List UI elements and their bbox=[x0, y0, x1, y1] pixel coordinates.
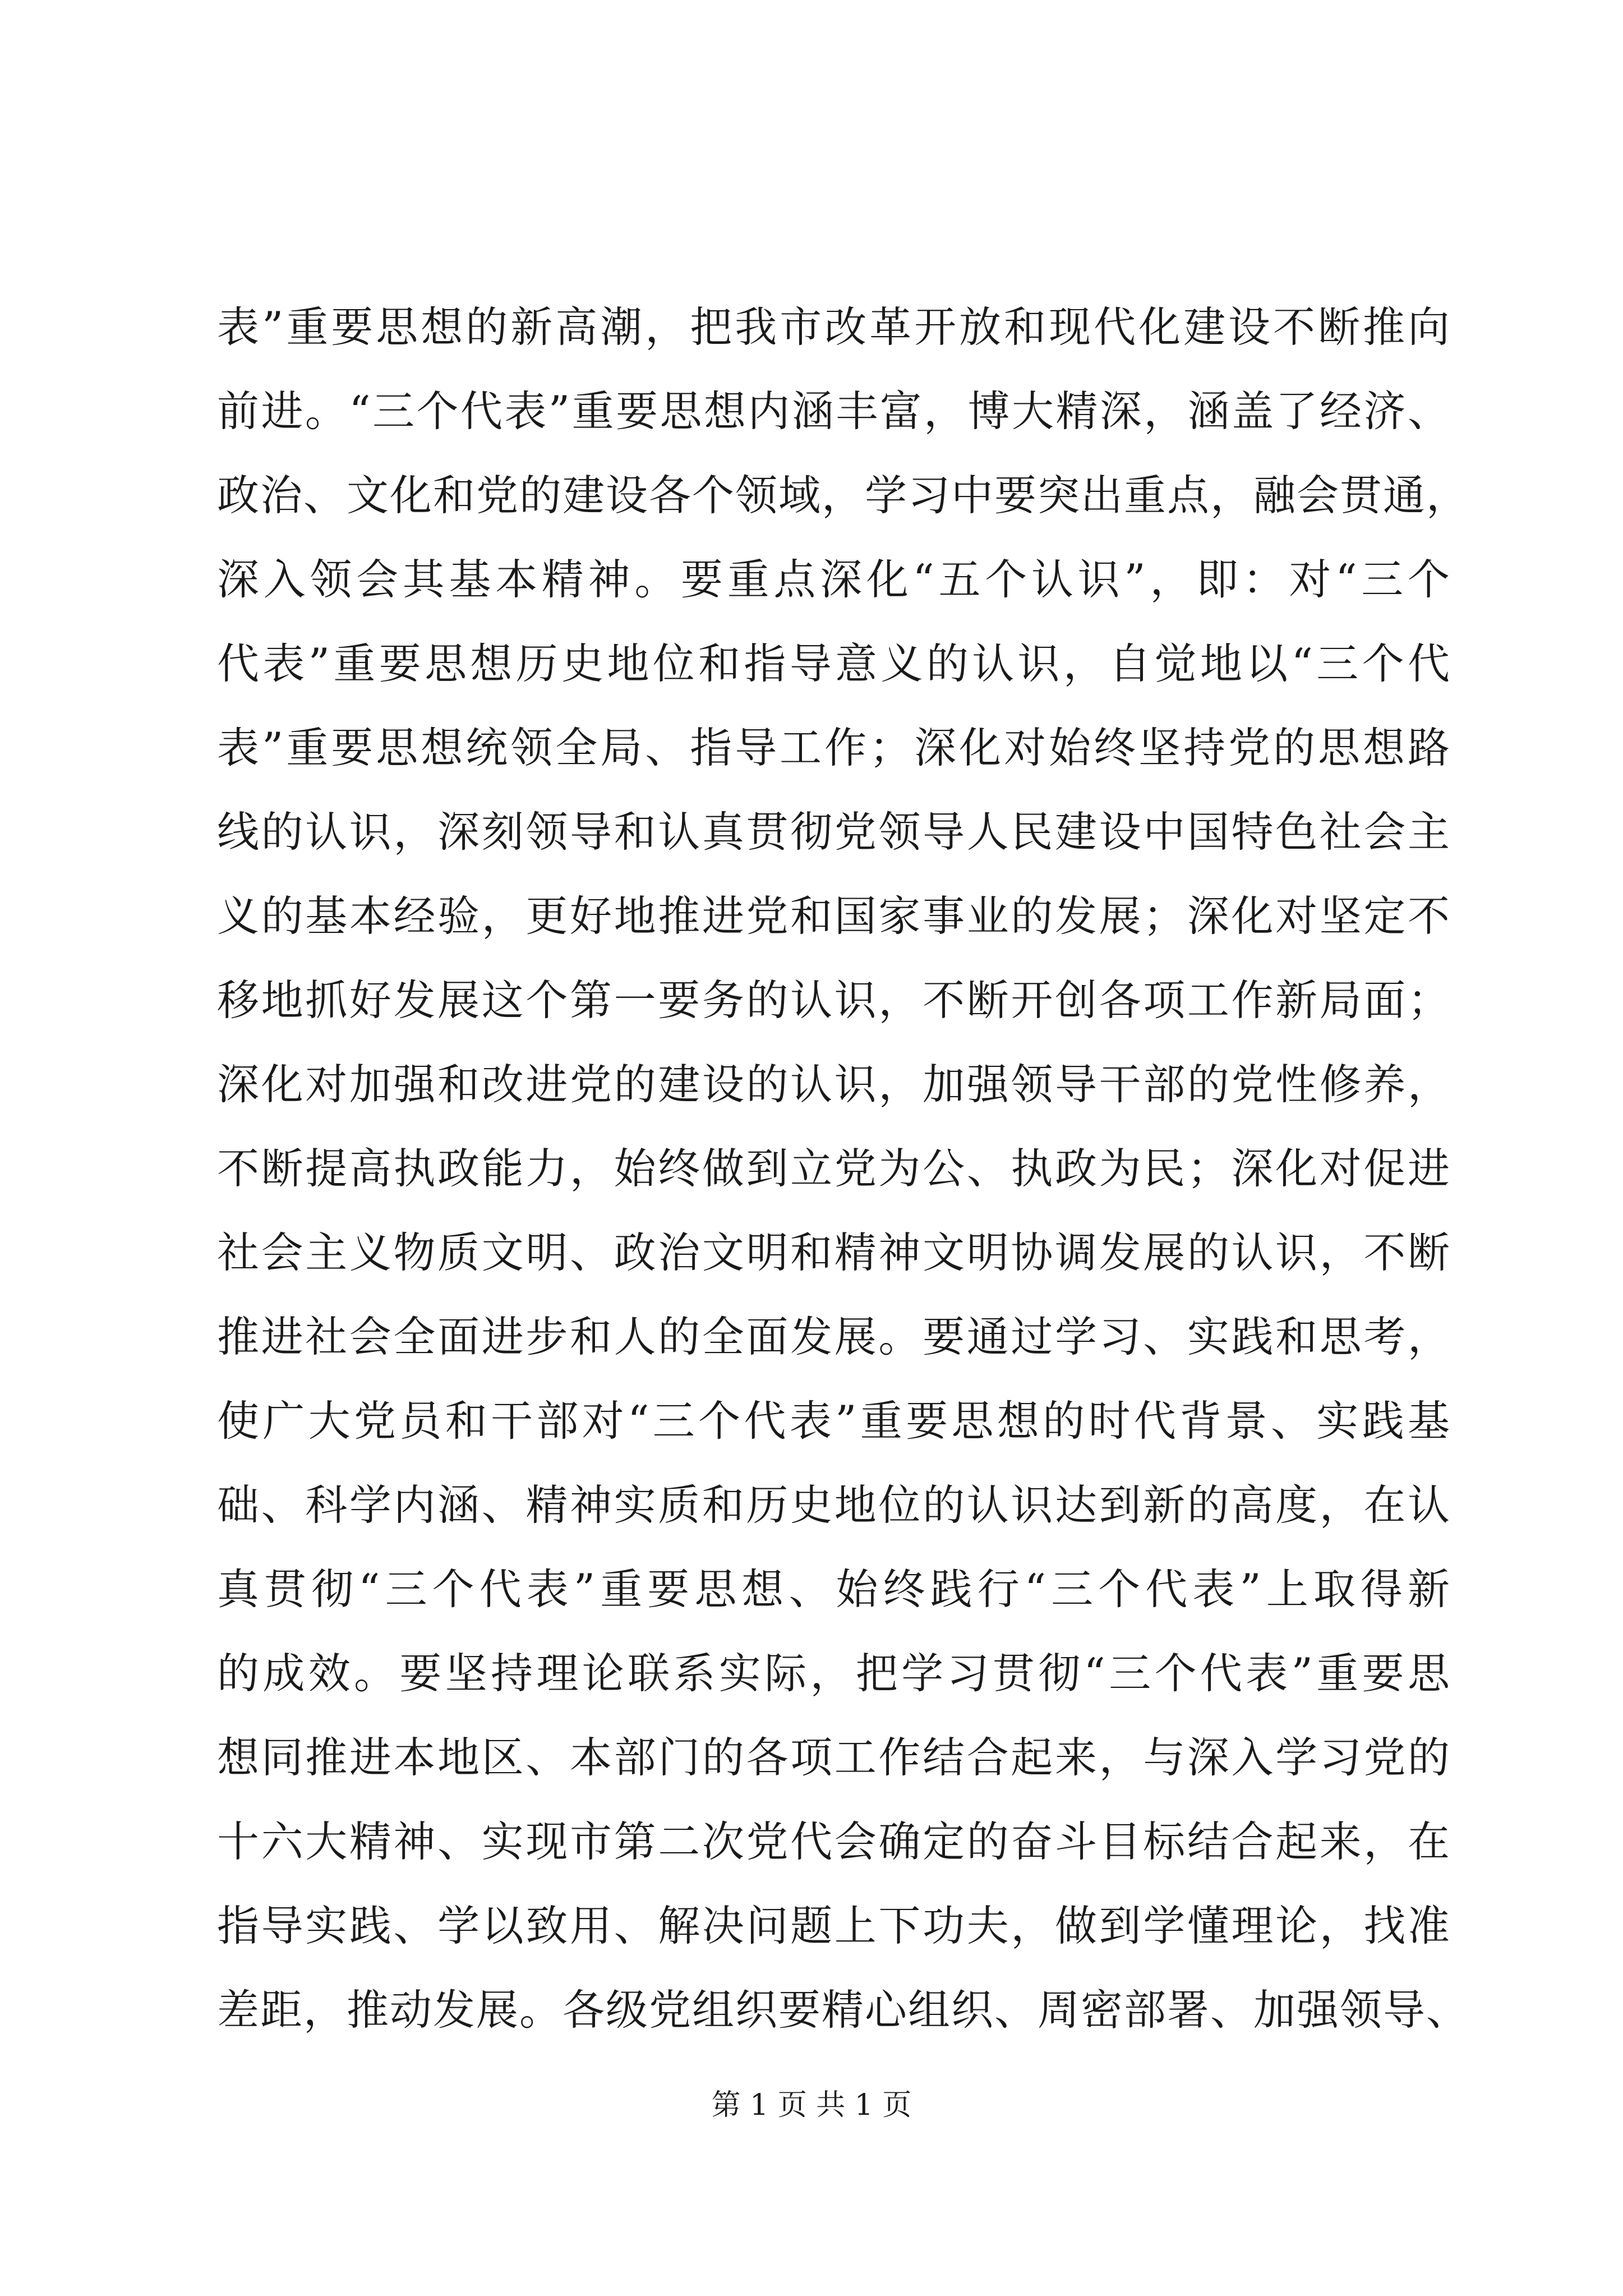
text-line: 线的认识，深刻领导和认真贯彻党领导人民建设中国特色社会主 bbox=[217, 807, 1451, 857]
text-line: 前进。“三个代表”重要思想内涵丰富，博大精深，涵盖了经济、 bbox=[217, 386, 1451, 436]
text-line: 础、科学内涵、精神实质和历史地位的认识达到新的高度，在认 bbox=[217, 1480, 1451, 1530]
text-line: 深化对加强和改进党的建设的认识，加强领导干部的党性修养， bbox=[217, 1060, 1451, 1109]
text-line: 移地抓好发展这个第一要务的认识，不断开创各项工作新局面； bbox=[217, 976, 1451, 1025]
text-line: 政治、文化和党的建设各个领域，学习中要突出重点，融会贯通， bbox=[217, 471, 1470, 520]
text-line: 真贯彻“三个代表”重要思想、始终践行“三个代表”上取得新 bbox=[217, 1565, 1451, 1614]
text-line: 表”重要思想的新高潮，把我市改革开放和现代化建设不断推向 bbox=[217, 302, 1451, 352]
text-line: 使广大党员和干部对“三个代表”重要思想的时代背景、实践基 bbox=[217, 1396, 1451, 1446]
page-footer bbox=[0, 2086, 1623, 2125]
text-line: 指导实践、学以致用、解决问题上下功夫，做到学懂理论，找准 bbox=[217, 1901, 1451, 1950]
text-line: 推进社会全面进步和人的全面发展。要通过学习、实践和思考， bbox=[217, 1312, 1451, 1361]
text-line: 义的基本经验，更好地推进党和国家事业的发展；深化对坚定不 bbox=[217, 891, 1451, 941]
text-line: 十六大精神、实现市第二次党代会确定的奋斗目标结合起来，在 bbox=[217, 1817, 1451, 1866]
page-number-label: 第 1 页 共 1 页 bbox=[711, 2088, 912, 2122]
text-line: 想同推进本地区、本部门的各项工作结合起来，与深入学习党的 bbox=[217, 1733, 1451, 1782]
text-line: 差距，推动发展。各级党组织要精心组织、周密部署、加强领导、 bbox=[217, 1985, 1470, 2035]
body-text bbox=[217, 285, 1470, 2052]
text-line: 社会主义物质文明、政治文明和精神文明协调发展的认识，不断 bbox=[217, 1228, 1451, 1277]
text-line: 的成效。要坚持理论联系实际，把学习贯彻“三个代表”重要思 bbox=[217, 1649, 1451, 1698]
text-line: 表”重要思想统领全局、指导工作；深化对始终坚持党的思想路 bbox=[217, 723, 1451, 772]
text-line: 代表”重要思想历史地位和指导意义的认识，自觉地以“三个代 bbox=[217, 639, 1451, 688]
text-line: 不断提高执政能力，始终做到立党为公、执政为民；深化对促进 bbox=[217, 1144, 1451, 1193]
text-line: 深入领会其基本精神。要重点深化“五个认识”，即：对“三个 bbox=[217, 555, 1451, 604]
